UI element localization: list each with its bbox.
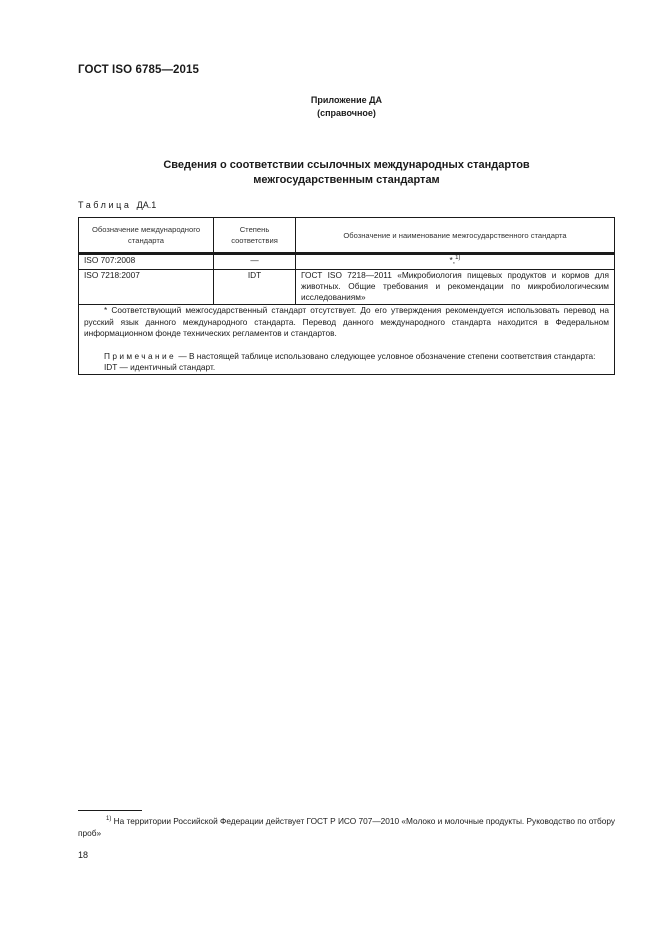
footnote-text: На территории Российской Федерации действует ГОСТ Р ИСО 707—2010 «Молоко и молочные продукты. Руководство по отбору проб» <box>78 816 615 838</box>
annex-title: Приложение ДА <box>310 95 383 105</box>
cell-interstate-text: *, <box>449 255 456 265</box>
table-row <box>79 254 615 270</box>
table-row <box>79 270 615 305</box>
column-header-degree: Степень соответствия <box>214 218 296 254</box>
standards-correspondence-table <box>78 217 615 375</box>
cell-interstate: ГОСТ ISO 7218—2011 «Микробиология пищевых продуктов и кормов для животных. Общие требования и рекомендации по микробиологическим исследованиям» <box>296 270 615 305</box>
cell-international: ISO 7218:2007 <box>79 270 214 305</box>
column-header-international: Обозначение международного стандарта <box>79 218 214 254</box>
footnote-ref: 1) <box>455 255 461 261</box>
page-number: 18 <box>78 850 89 860</box>
footnote-separator <box>78 810 142 811</box>
cell-degree: IDT <box>214 270 296 305</box>
table-notes-row <box>79 305 615 375</box>
table-header-row <box>79 218 615 254</box>
annex-type: (справочное) <box>317 108 376 118</box>
asterisk-note: * Соответствующий межгосударственный стандарт отсутствует. До его утверждения рекомендуется использовать перевод на русский язык данного международного стандарта. Перевод данного международного стандарта находится в Федеральном информационном фонде технических регламентов и стандартов. <box>84 305 609 338</box>
section-title <box>0 158 661 188</box>
footnote <box>78 815 615 839</box>
table-notes <box>79 305 615 375</box>
note-paragraph <box>84 351 609 363</box>
footnote-marker: 1) <box>106 816 112 822</box>
section-title-line-1: Сведения о соответствии ссылочных международных стандартов <box>163 159 530 171</box>
table-caption-number: ДА.1 <box>136 200 157 210</box>
note-legend: IDT — идентичный стандарт. <box>104 362 216 372</box>
table-caption-label: Таблица <box>78 200 132 210</box>
cell-international: ISO 707:2008 <box>79 254 214 270</box>
note-label: Примечание <box>104 350 177 361</box>
cell-degree: — <box>214 254 296 270</box>
column-header-interstate: Обозначение и наименование межгосударственного стандарта <box>296 218 615 254</box>
cell-interstate <box>296 254 615 270</box>
note-text: — В настоящей таблице использовано следующее условное обозначение степени соответствия стандарта: <box>178 350 596 361</box>
table-caption <box>78 200 156 210</box>
annex-heading <box>0 94 661 120</box>
section-title-line-2: межгосударственным стандартам <box>253 174 440 186</box>
document-code: ГОСТ ISO 6785—2015 <box>78 64 200 76</box>
